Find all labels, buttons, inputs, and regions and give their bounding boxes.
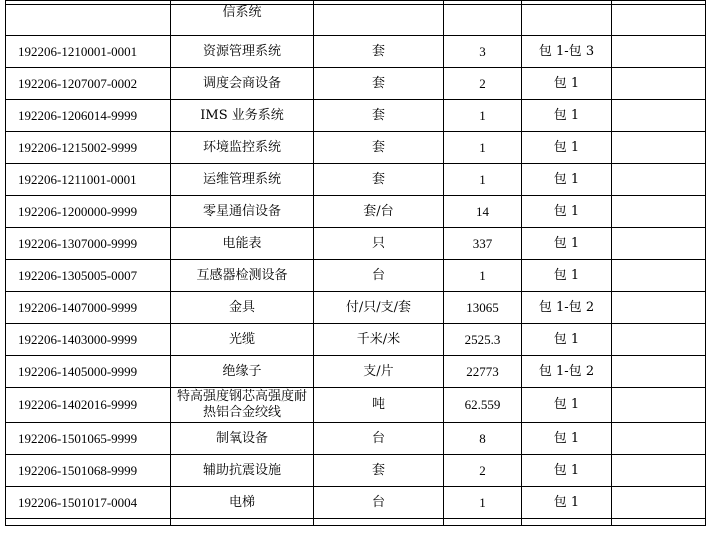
table-row — [6, 324, 706, 356]
code-cell: 192206-1215002-9999 — [6, 132, 171, 164]
name-cell: 信系统 — [171, 5, 314, 36]
unit-cell: 套 — [314, 100, 444, 132]
note-cell — [612, 5, 706, 36]
name-cell: 互感器检测设备 — [171, 260, 314, 292]
package-cell: 包 1 — [522, 228, 612, 260]
note-cell — [612, 164, 706, 196]
cutoff-cell — [314, 519, 444, 526]
code-cell: 192206-1200000-9999 — [6, 196, 171, 228]
qty-cell: 62.559 — [444, 388, 522, 423]
package-cell: 包 1 — [522, 132, 612, 164]
name-cell: 资源管理系统 — [171, 36, 314, 68]
qty-cell: 22773 — [444, 356, 522, 388]
code-cell: 192206-1403000-9999 — [6, 324, 171, 356]
table-row — [6, 423, 706, 455]
name-cell: 制氧设备 — [171, 423, 314, 455]
package-cell: 包 1 — [522, 423, 612, 455]
unit-cell: 套 — [314, 455, 444, 487]
unit-cell: 只 — [314, 228, 444, 260]
qty-cell: 2 — [444, 455, 522, 487]
table-row — [6, 292, 706, 324]
qty-cell: 2 — [444, 68, 522, 100]
table-row — [6, 388, 706, 423]
unit-cell: 吨 — [314, 388, 444, 423]
code-cell: 192206-1211001-0001 — [6, 164, 171, 196]
unit-cell: 台 — [314, 423, 444, 455]
package-cell: 包 1 — [522, 324, 612, 356]
table-row — [6, 260, 706, 292]
qty-cell: 3 — [444, 36, 522, 68]
name-cell: 环境监控系统 — [171, 132, 314, 164]
qty-cell: 2525.3 — [444, 324, 522, 356]
note-cell — [612, 487, 706, 519]
name-cell: 零星通信设备 — [171, 196, 314, 228]
qty-cell: 14 — [444, 196, 522, 228]
package-cell: 包 1 — [522, 455, 612, 487]
note-cell — [612, 260, 706, 292]
package-cell: 包 1 — [522, 68, 612, 100]
name-cell: 调度会商设备 — [171, 68, 314, 100]
note-cell — [612, 423, 706, 455]
qty-cell: 1 — [444, 100, 522, 132]
code-cell — [6, 5, 171, 36]
table-row — [6, 228, 706, 260]
package-cell — [522, 5, 612, 36]
table-row — [6, 36, 706, 68]
qty-cell: 1 — [444, 260, 522, 292]
note-cell — [612, 324, 706, 356]
package-cell: 包 1-包 2 — [522, 356, 612, 388]
table-row-continuation — [6, 5, 706, 36]
note-cell — [612, 36, 706, 68]
code-cell: 192206-1501068-9999 — [6, 455, 171, 487]
name-cell: 电能表 — [171, 228, 314, 260]
name-cell: 辅助抗震设施 — [171, 455, 314, 487]
code-cell: 192206-1210001-0001 — [6, 36, 171, 68]
unit-cell: 套 — [314, 68, 444, 100]
table-row — [6, 455, 706, 487]
qty-cell: 337 — [444, 228, 522, 260]
cutoff-cell — [612, 519, 706, 526]
name-cell: 特高强度钢芯高强度耐热铝合金绞线 — [171, 388, 314, 423]
table-row — [6, 487, 706, 519]
table-row — [6, 196, 706, 228]
table-row — [6, 356, 706, 388]
unit-cell: 台 — [314, 260, 444, 292]
package-cell: 包 1 — [522, 260, 612, 292]
table-row — [6, 100, 706, 132]
unit-cell: 千米/米 — [314, 324, 444, 356]
table-row — [6, 132, 706, 164]
unit-cell: 套 — [314, 132, 444, 164]
note-cell — [612, 356, 706, 388]
code-cell: 192206-1402016-9999 — [6, 388, 171, 423]
qty-cell: 1 — [444, 132, 522, 164]
package-cell: 包 1 — [522, 487, 612, 519]
table-row — [6, 164, 706, 196]
note-cell — [612, 132, 706, 164]
code-cell: 192206-1206014-9999 — [6, 100, 171, 132]
qty-cell: 1 — [444, 487, 522, 519]
name-cell: 绝缘子 — [171, 356, 314, 388]
code-cell: 192206-1307000-9999 — [6, 228, 171, 260]
code-cell: 192206-1501017-0004 — [6, 487, 171, 519]
unit-cell: 付/只/支/套 — [314, 292, 444, 324]
materials-table — [5, 0, 706, 526]
qty-cell — [444, 5, 522, 36]
name-cell: 光缆 — [171, 324, 314, 356]
unit-cell: 套 — [314, 164, 444, 196]
materials-table-body — [6, 1, 706, 526]
package-cell: 包 1 — [522, 100, 612, 132]
table-row-cutoff — [6, 519, 706, 526]
unit-cell: 套 — [314, 36, 444, 68]
package-cell: 包 1 — [522, 388, 612, 423]
cutoff-cell — [6, 519, 171, 526]
note-cell — [612, 228, 706, 260]
qty-cell: 13065 — [444, 292, 522, 324]
unit-cell — [314, 5, 444, 36]
unit-cell: 台 — [314, 487, 444, 519]
name-cell: 电梯 — [171, 487, 314, 519]
name-cell: 运维管理系统 — [171, 164, 314, 196]
name-cell: IMS 业务系统 — [171, 100, 314, 132]
package-cell: 包 1 — [522, 196, 612, 228]
package-cell: 包 1 — [522, 164, 612, 196]
note-cell — [612, 100, 706, 132]
unit-cell: 套/台 — [314, 196, 444, 228]
note-cell — [612, 388, 706, 423]
qty-cell: 8 — [444, 423, 522, 455]
cutoff-cell — [522, 519, 612, 526]
cutoff-cell — [171, 519, 314, 526]
unit-cell: 支/片 — [314, 356, 444, 388]
code-cell: 192206-1407000-9999 — [6, 292, 171, 324]
qty-cell: 1 — [444, 164, 522, 196]
package-cell: 包 1-包 2 — [522, 292, 612, 324]
code-cell: 192206-1305005-0007 — [6, 260, 171, 292]
note-cell — [612, 455, 706, 487]
name-cell: 金具 — [171, 292, 314, 324]
note-cell — [612, 292, 706, 324]
package-cell: 包 1-包 3 — [522, 36, 612, 68]
note-cell — [612, 68, 706, 100]
code-cell: 192206-1501065-9999 — [6, 423, 171, 455]
code-cell: 192206-1405000-9999 — [6, 356, 171, 388]
table-row — [6, 68, 706, 100]
note-cell — [612, 196, 706, 228]
cutoff-cell — [444, 519, 522, 526]
code-cell: 192206-1207007-0002 — [6, 68, 171, 100]
